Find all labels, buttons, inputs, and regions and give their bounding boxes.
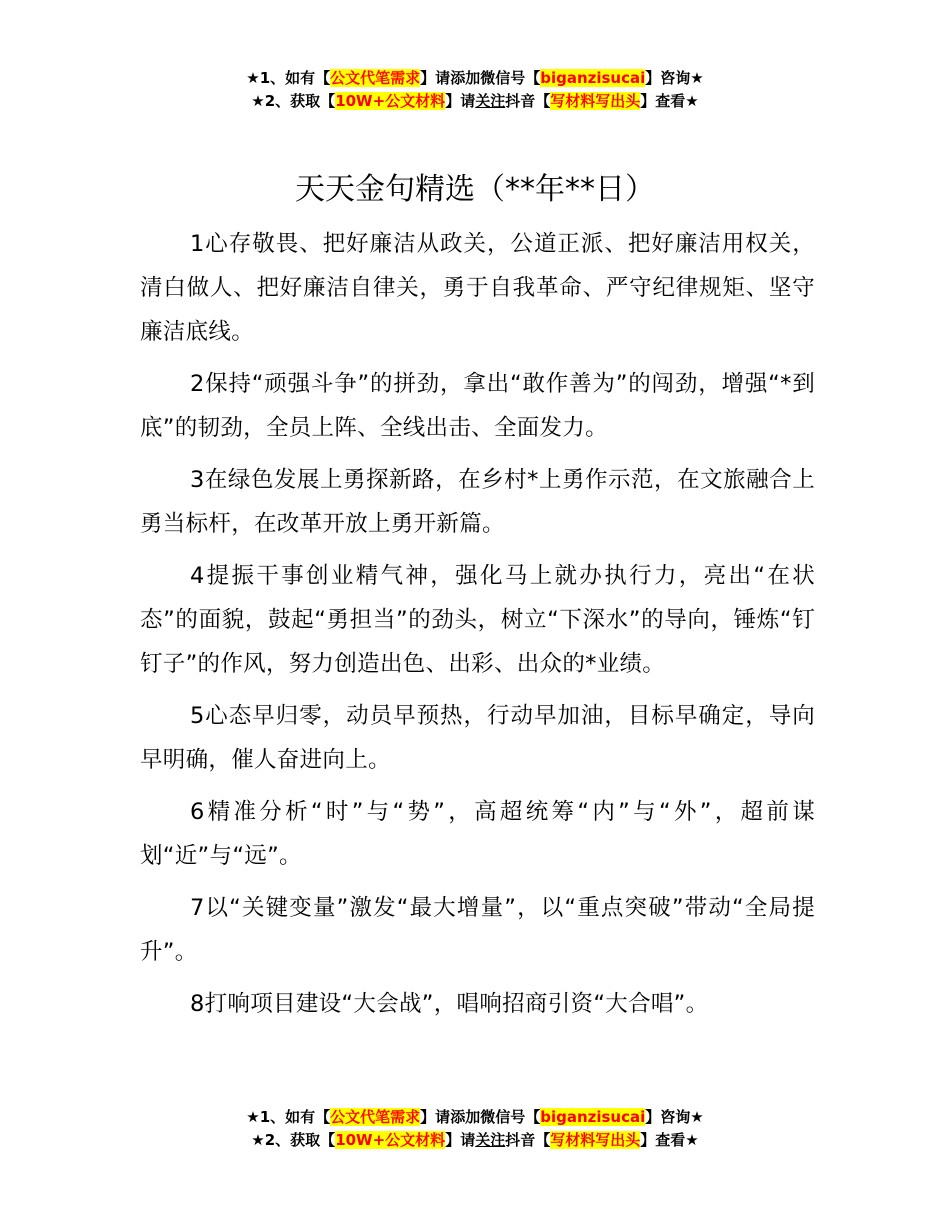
banner-text: 添加 — [450, 69, 481, 87]
paragraph-3: 3在绿色发展上勇探新路，在乡村*上勇作示范，在文旅融合上勇当标杆，在改革开放上勇开新篇。 — [140, 467, 815, 537]
banner-highlight: 公文代笔需求 — [330, 1108, 421, 1126]
paragraph-1: 1心存敬畏、把好廉洁从政关，公道正派、把好廉洁用权关，清白做人、把好廉洁自律关，勇于自我革命、严守纪律规矩、坚守廉洁底线。 — [140, 231, 815, 345]
paragraph-6: 6精准分析“时”与“势”，高超统筹“内”与“外”，超前谋划“近”与“远”。 — [140, 799, 815, 869]
banner-text: 】请 — [445, 1131, 476, 1149]
banner-text: ★2、获取【 — [251, 92, 336, 110]
paragraph-4: 4提振干事创业精气神，强化马上就办执行力，亮出“在状态”的面貌，鼓起“勇担当”的劲头，树立“下深水”的导向，锤炼“钉钉子”的作风，努力创造出色、出彩、出众的*业绩。 — [140, 563, 815, 677]
banner-text: 】请 — [420, 1108, 451, 1126]
banner-text: 添加 — [450, 1108, 481, 1126]
page-title: 天天金句精选（**年**日） — [295, 172, 655, 207]
banner-line-2 — [0, 1129, 950, 1152]
banner-text: ★1、如有【 — [246, 69, 331, 87]
banner-text: ★1、如有【 — [246, 1108, 331, 1126]
banner-line-1 — [0, 1106, 950, 1129]
document-body — [140, 222, 815, 1034]
banner-text: 抖音【 — [505, 1131, 551, 1149]
banner-line-1 — [0, 67, 950, 90]
banner-highlight: 公文代笔需求 — [330, 69, 421, 87]
banner-underlined-text: 关注 — [475, 1131, 506, 1149]
banner-text: 】咨询★ — [645, 1108, 704, 1126]
paragraph-2: 2保持“顽强斗争”的拼劲，拿出“敢作善为”的闯劲，增强“*到底”的韧劲，全员上阵、全线出击、全面发力。 — [140, 371, 815, 441]
paragraph-8: 8打响项目建设“大会战”，唱响招商引资“大合唱”。 — [190, 991, 709, 1017]
banner-text: 】查看★ — [640, 92, 699, 110]
banner-highlight: biganzisucai — [540, 69, 646, 87]
banner-highlight: 10W+公文材料 — [335, 92, 446, 110]
banner-highlight: 写材料写出头 — [550, 92, 641, 110]
banner-text: 】请 — [445, 92, 476, 110]
banner-text: 抖音【 — [505, 92, 551, 110]
footer-banner — [0, 1106, 950, 1152]
banner-highlight: biganzisucai — [540, 1108, 646, 1126]
banner-highlight: 写材料写出头 — [550, 1131, 641, 1149]
banner-text: 微信号【 — [480, 1108, 541, 1126]
banner-text: ★2、获取【 — [251, 1131, 336, 1149]
banner-text: 微信号【 — [480, 69, 541, 87]
header-banner — [0, 67, 950, 113]
banner-underlined-text: 关注 — [475, 92, 506, 110]
banner-text: 】请 — [420, 69, 451, 87]
banner-text: 】咨询★ — [645, 69, 704, 87]
paragraph-7: 7以“关键变量”激发“最大增量”，以“重点突破”带动“全局提升”。 — [140, 895, 815, 965]
paragraph-5: 5心态早归零，动员早预热，行动早加油，目标早确定，导向早明确，催人奋进向上。 — [140, 703, 815, 773]
banner-highlight: 10W+公文材料 — [335, 1131, 446, 1149]
banner-text: 】查看★ — [640, 1131, 699, 1149]
banner-line-2 — [0, 90, 950, 113]
